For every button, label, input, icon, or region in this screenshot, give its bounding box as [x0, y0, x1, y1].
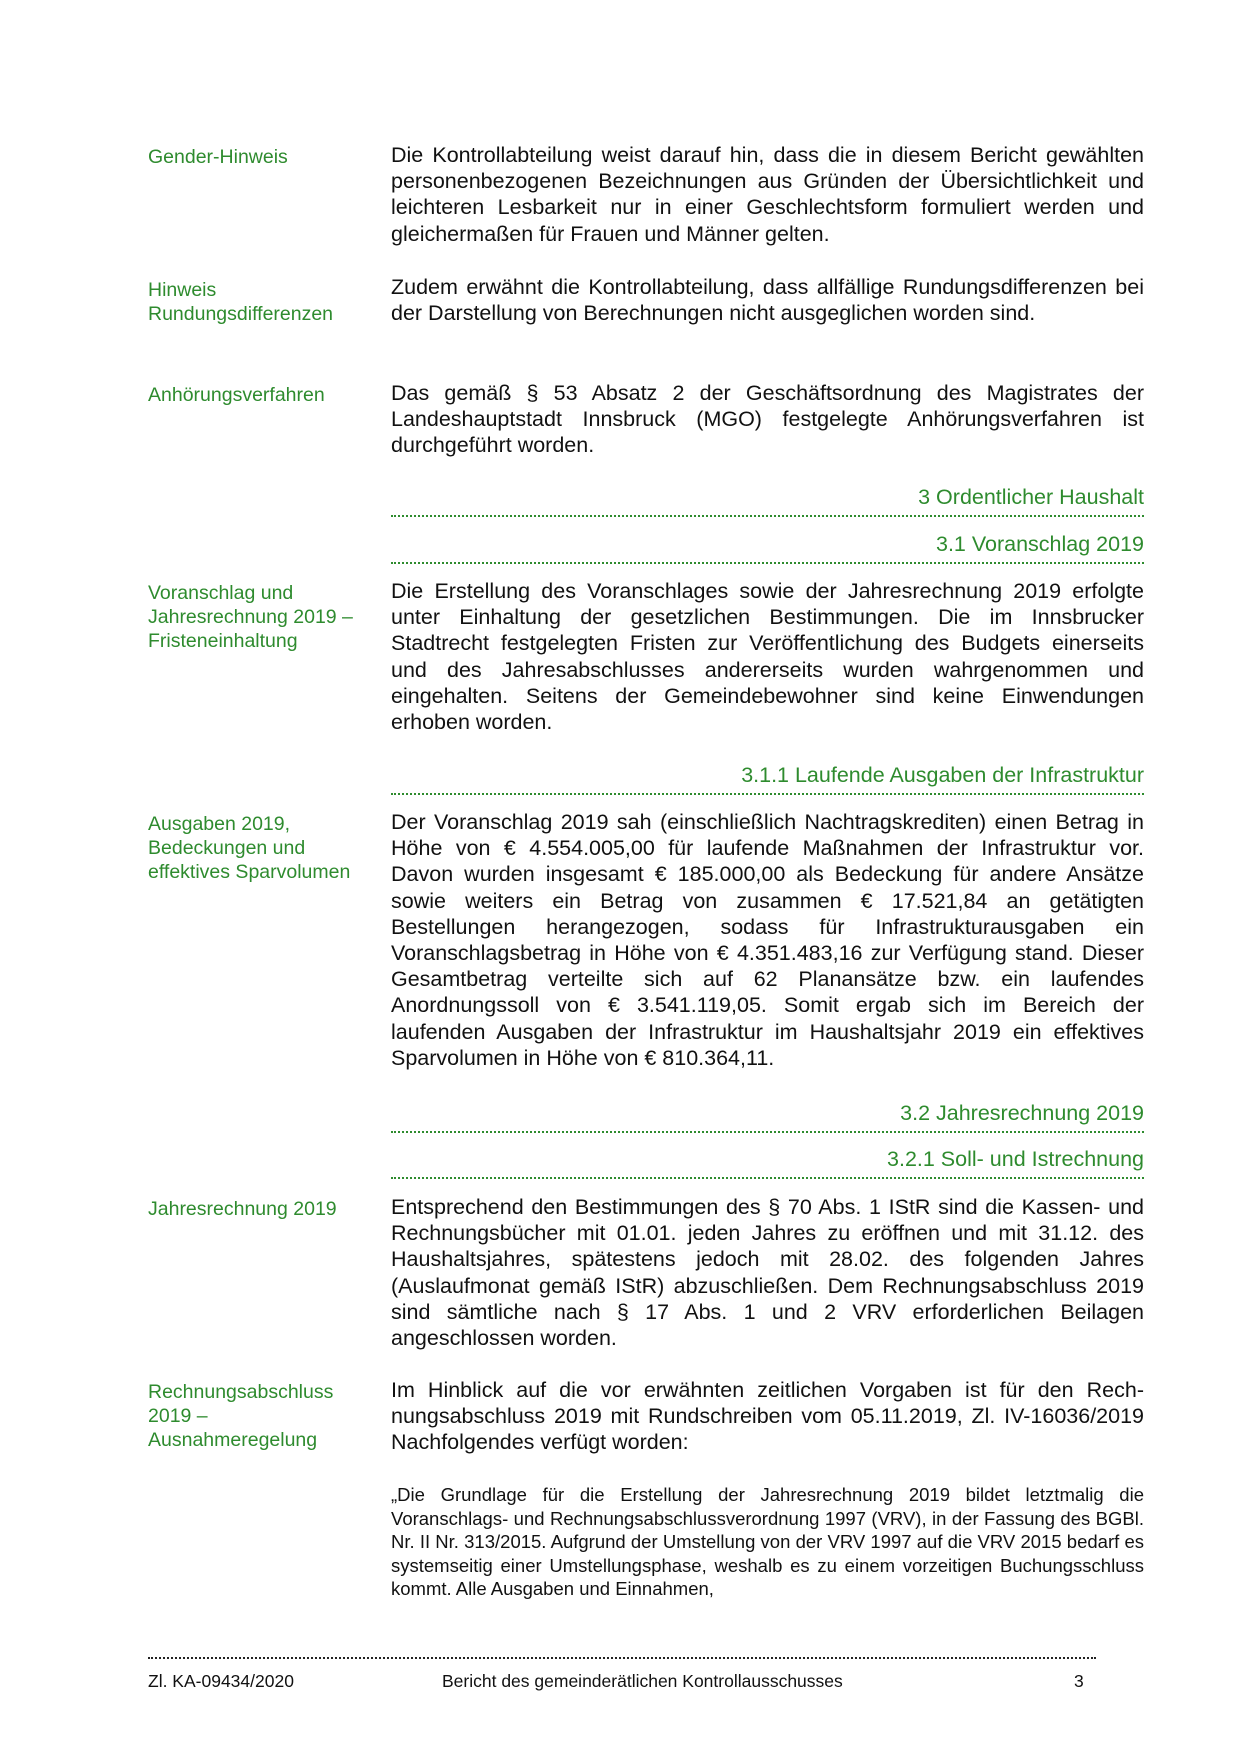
heading-3-1-1-laufende-ausgaben: 3.1.1 Laufende Ausgaben der Infrastruktur [741, 763, 1144, 787]
heading-divider [391, 515, 1144, 517]
footer-reference: Zl. KA-09434/2020 [148, 1671, 294, 1691]
paragraph-jahresrechnung: Entsprechend den Bestimmungen des § 70 Abs. 1 IStR sind die Kassen- und Rechnungsbücher mit 01.01. jeden Jahres zu eröffnen und mit 31.12. des Haushaltsjahres, spätestens jedoch mit 28.02. des folgenden Jahres (Auslaufmonat gemäß IStR) abzuschließen. Dem Rechnungsabschluss 2019 sind sämtliche nach § 17 Abs. 1 und 2 VRV erforderlichen Beilagen angeschlossen worden. [391, 1195, 1144, 1351]
side-label-gender: Gender-Hinweis [148, 146, 288, 168]
paragraph-gender: Die Kontrollabteilung weist darauf hin, dass die in diesem Bericht gewählten personenbezogenen Bezeichnungen aus Gründen der Übersichtlichkeit und leichteren Lesbarkeit nur in einer Geschlechtsform formuliert werden und gleichermaßen für Frauen und Männer gelten. [391, 143, 1144, 246]
heading-3-1-voranschlag: 3.1 Voranschlag 2019 [936, 532, 1144, 556]
footer-title: Bericht des gemeinderätlichen Kontrollausschusses [442, 1671, 843, 1691]
heading-divider [391, 1131, 1144, 1133]
side-label-jahresrechnung: Jahresrechnung 2019 [148, 1198, 337, 1220]
paragraph-ausgaben: Der Voranschlag 2019 sah (einschließlich Nachtragskrediten) einen Betrag in Höhe von € 4.554.005,00 für laufende Maßnahmen der Infrastruktur vor. Davon wurden insgesamt € 185.000,00 als Bedeckung für andere Ansätze sowie weiters ein Betrag von zusammen € 17.521,84 an getätigten Bestellungen herangezogen, sodass für Infrastrukturausgaben ein Voranschlagsbetrag in Höhe von € 4.351.483,16 zur Verfügung stand. Dieser Gesamtbetrag verteilte sich auf 62 Planansätze bzw. ein laufendes Anordnungssoll von € 3.541.119,05. Somit ergab sich im Bereich der laufenden Ausgaben der Infrastruktur im Haushaltsjahr 2019 ein effektives Sparvolumen in Höhe von € 810.364,11. [391, 810, 1144, 1070]
paragraph-fristen: Die Erstellung des Voranschlages sowie der Jahresrechnung 2019 erfolgte unter Einhaltung der gesetzlichen Bestimmungen. Die im Innsbrucker Stadtrecht festgelegten Fristen zur Veröffentlichung des Budgets einerseits und des Jahresabschlusses andererseits wurden wahrgenommen und eingehalten. Seitens der Gemeindebewohner sind keine Einwendungen erhoben worden. [391, 579, 1144, 735]
heading-3-ordentlicher-haushalt: 3 Ordentlicher Haushalt [918, 485, 1144, 509]
heading-3-2-jahresrechnung: 3.2 Jahresrechnung 2019 [900, 1101, 1144, 1125]
side-label-ausnahme: Rechnungsabschluss 2019 – Ausnahmeregelung [148, 1381, 334, 1451]
heading-divider [391, 793, 1144, 795]
footer-page-number: 3 [1074, 1671, 1084, 1691]
paragraph-rundung: Zudem erwähnt die Kontrollabteilung, dass allfällige Rundungsdifferenzen bei der Darstellung von Berechnungen nicht ausgeglichen worden sind. [391, 275, 1144, 326]
heading-divider [391, 562, 1144, 564]
heading-3-2-1-soll-ist: 3.2.1 Soll- und Istrechnung [887, 1147, 1144, 1171]
paragraph-ausnahme: Im Hinblick auf die vor erwähnten zeitlichen Vorgaben ist für den Rechnungsabschluss 2019 mit Rundschreiben vom 05.11.2019, Zl. IV-16036/2019 Nachfolgendes verfügt worden: [391, 1378, 1144, 1455]
paragraph-anhoerung: Das gemäß § 53 Absatz 2 der Geschäftsordnung des Magistrates der Landeshauptstadt Innsbruck (MGO) festgelegte Anhörungsverfahren ist durchgeführt worden. [391, 381, 1144, 458]
side-label-rundung: Hinweis Rundungsdifferenzen [148, 279, 334, 325]
side-label-fristen: Voranschlag und Jahresrechnung 2019 – Fristeneinhaltung [148, 582, 353, 652]
quote-rundschreiben: „Die Grundlage für die Erstellung der Jahresrechnung 2019 bildet letztmalig die Voranschlags- und Rechnungsabschlussverordnung 1997 (VRV), in der Fassung des BGBl. Nr. II Nr. 313/2015. Aufgrund der Umstellung von der VRV 1997 auf die VRV 2015 bedarf es systemseitig einer Umstellungsphase, weshalb es zu einem vorzeitigen Buchungsschluss kommt. Alle Ausgaben und Einnahmen, [391, 1484, 1144, 1600]
heading-divider [391, 1177, 1144, 1179]
side-label-ausgaben: Ausgaben 2019, Bedeckungen und effektives Sparvolumen [148, 813, 351, 883]
footer-divider [148, 1657, 1096, 1659]
side-label-anhoerung: Anhörungsverfahren [148, 384, 325, 406]
